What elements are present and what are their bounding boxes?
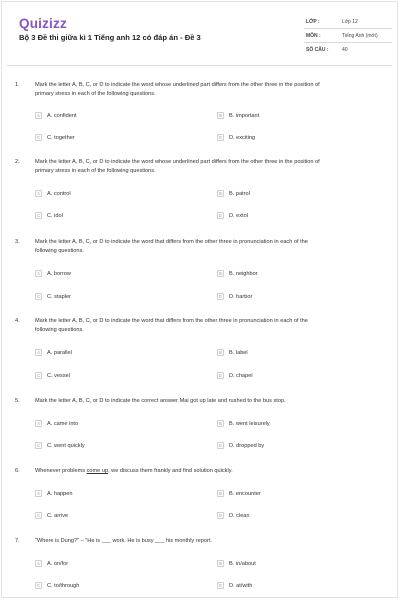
document-page: [1, 1, 398, 598]
option-text: D. exciting: [229, 134, 256, 141]
option-d[interactable]: [217, 511, 250, 520]
option-letter-box: C: [36, 443, 41, 448]
meta-label: MÔN :: [306, 33, 321, 39]
question-text-start: Whenever problems: [35, 468, 87, 474]
option-letter-box: C: [36, 583, 41, 588]
option-letter-box: A: [35, 190, 42, 197]
option-c[interactable]: [35, 581, 79, 590]
option-letter-box: B: [217, 490, 224, 497]
option-letter-box: B: [217, 270, 224, 277]
option-text: C. went quickly: [47, 442, 85, 449]
question-text: [35, 467, 385, 476]
question-number: 5.: [15, 398, 20, 404]
option-text: C. to/through: [47, 582, 80, 589]
option-text: B. important: [229, 112, 260, 119]
option-text: D. chapel: [229, 372, 253, 379]
option-a[interactable]: [35, 489, 73, 498]
option-letter-box: D: [218, 513, 223, 518]
question-text: [35, 537, 385, 546]
question-line: primary stress in each of the following questions.: [35, 91, 156, 97]
option-text: D. harbor: [229, 293, 253, 300]
quizizz-logo: Quizizz: [19, 16, 67, 31]
option-c[interactable]: [35, 371, 70, 380]
question-number: 7.: [15, 538, 20, 544]
option-a[interactable]: [35, 419, 78, 428]
option-a[interactable]: [35, 189, 71, 198]
option-b[interactable]: [217, 559, 256, 568]
option-c[interactable]: [35, 133, 75, 142]
option-letter-box: D: [218, 373, 223, 378]
option-b[interactable]: [217, 348, 248, 357]
question-line: following questions.: [35, 248, 84, 254]
option-letter-box: B: [217, 190, 224, 197]
option-text: D. dropped by: [229, 442, 265, 449]
option-text: A. control: [47, 190, 71, 197]
option-b[interactable]: [217, 489, 261, 498]
option-text: A. came into: [47, 420, 79, 427]
document-title: Bộ 3 Đề thi giữa kì 1 Tiếng anh 12 có đáp án - Đề 3: [19, 33, 201, 42]
option-c[interactable]: [35, 211, 63, 220]
option-letter-box: C: [36, 373, 41, 378]
option-letter-box: D: [218, 213, 223, 218]
option-letter-box: B: [217, 112, 224, 119]
question-text: [35, 158, 385, 176]
option-letter-box: D: [218, 294, 223, 299]
option-text: B. in/about: [229, 560, 256, 567]
question-number: 3.: [15, 239, 20, 245]
option-letter-box: A: [35, 560, 42, 567]
option-b[interactable]: [217, 111, 259, 120]
question-text: [35, 81, 385, 99]
question-number: 6.: [15, 468, 20, 474]
meta-value: 40: [342, 47, 348, 53]
question-text: [35, 397, 385, 406]
option-a[interactable]: [35, 348, 72, 357]
question-number: 4.: [15, 318, 20, 324]
option-text: B. label: [229, 349, 248, 356]
option-text: C. idol: [47, 212, 63, 219]
option-c[interactable]: [35, 441, 85, 450]
meta-label: SỐ CÂU :: [306, 47, 329, 53]
question-line: Mark the letter A, B, C, or D to indicate the word whose underlined part differs from the other three in the position of: [35, 159, 320, 165]
option-letter-box: D: [218, 583, 223, 588]
option-letter-box: A: [35, 420, 42, 427]
option-letter-box: D: [218, 443, 223, 448]
option-d[interactable]: [217, 292, 252, 301]
question-number: 1.: [15, 82, 20, 88]
meta-value: Tiếng Anh (mới): [342, 33, 378, 39]
option-letter-box: B: [217, 560, 224, 567]
question-line: "Where is Dung?" – "He is ___ work. He is busy ___ his monthly report.: [35, 538, 212, 544]
question-text: [35, 238, 385, 256]
option-letter-box: C: [36, 213, 41, 218]
option-b[interactable]: [217, 419, 270, 428]
option-letter-box: A: [35, 349, 42, 356]
option-d[interactable]: [217, 133, 255, 142]
header-divider: [7, 65, 392, 66]
option-text: B. patrol: [229, 190, 250, 197]
option-text: C. together: [47, 134, 75, 141]
option-d[interactable]: [217, 581, 252, 590]
underlined-phrase: come up: [86, 468, 109, 474]
option-text: B. encounter: [229, 490, 261, 497]
option-a[interactable]: [35, 559, 68, 568]
option-letter-box: C: [36, 294, 41, 299]
question-line: primary stress in each of the following questions.: [35, 168, 156, 174]
question-line: following questions.: [35, 327, 84, 333]
question-line: Mark the letter A, B, C, or D to indicate the word that differs from the other three in pronunciation in each of the: [35, 318, 308, 324]
option-letter-box: C: [36, 135, 41, 140]
option-text: D. extol: [229, 212, 248, 219]
option-c[interactable]: [35, 511, 68, 520]
option-letter-box: C: [36, 513, 41, 518]
meta-label: LỚP :: [306, 19, 320, 25]
option-text: D. clean: [229, 512, 250, 519]
option-d[interactable]: [217, 211, 248, 220]
question-number: 2.: [15, 159, 20, 165]
option-text: D. at/with: [229, 582, 253, 589]
option-text: A. parallel: [47, 349, 72, 356]
option-text: A. happen: [47, 490, 73, 497]
option-text: C. vessel: [47, 372, 71, 379]
option-letter-box: A: [35, 490, 42, 497]
option-d[interactable]: [217, 371, 253, 380]
option-text: B. went leisurely: [229, 420, 270, 427]
option-b[interactable]: [217, 189, 250, 198]
meta-row-count: [304, 43, 392, 56]
meta-table: [304, 15, 392, 56]
option-a[interactable]: [35, 269, 71, 278]
question-line: Mark the letter A, B, C, or D to indicate the word whose underlined part differs from the other three in the position of: [35, 82, 320, 88]
question-text: [35, 317, 385, 335]
meta-value: Lớp 12: [342, 19, 358, 25]
question-line: Mark the letter A, B, C, or D to indicate the correct answer Mai got up late and rushed to the bus stop.: [35, 398, 286, 404]
option-letter-box: A: [35, 270, 42, 277]
meta-row-subject: [304, 29, 392, 43]
option-b[interactable]: [217, 269, 258, 278]
meta-row-class: [304, 15, 392, 29]
option-c[interactable]: [35, 292, 71, 301]
question-line: Mark the letter A, B, C, or D to indicate the word that differs from the other three in pronunciation in each of the: [35, 239, 308, 245]
option-text: A. on/for: [47, 560, 69, 567]
option-text: A. confident: [47, 112, 77, 119]
option-text: B. neighbor: [229, 270, 258, 277]
option-letter-box: B: [217, 349, 224, 356]
option-letter-box: A: [35, 112, 42, 119]
option-text: C. stapler: [47, 293, 71, 300]
option-text: A. borrow: [47, 270, 71, 277]
question-text-end: , we discuss them frankly and find solution quickly.: [108, 468, 233, 474]
option-text: C. arrive: [47, 512, 69, 519]
option-a[interactable]: [35, 111, 77, 120]
option-letter-box: D: [218, 135, 223, 140]
option-d[interactable]: [217, 441, 264, 450]
option-letter-box: B: [217, 420, 224, 427]
